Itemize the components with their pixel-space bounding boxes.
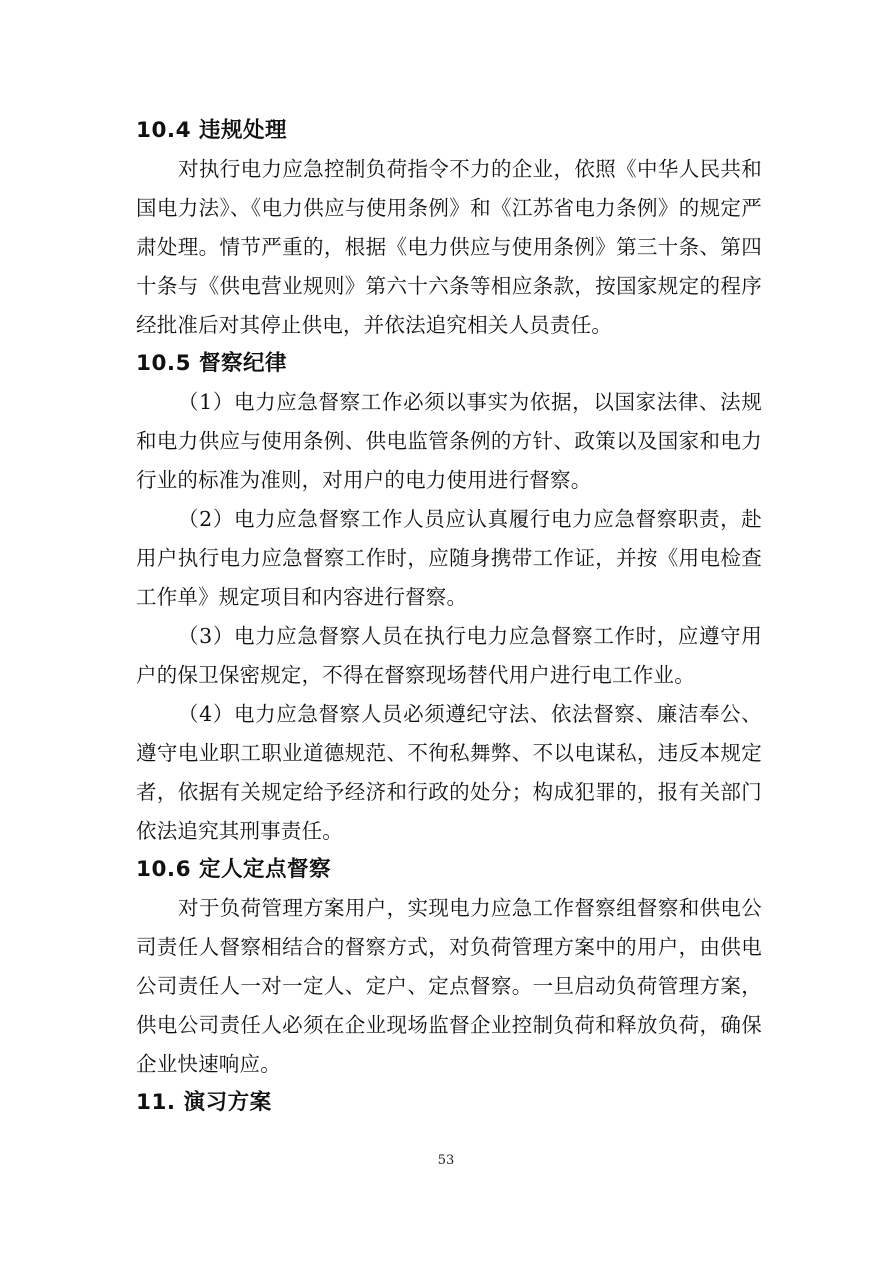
- section-heading-10-6: 10.6 定人定点督察: [136, 857, 332, 882]
- section-heading-11: 11. 演习方案: [136, 1090, 272, 1115]
- section-heading-10-4: 10.4 违规处理: [136, 118, 288, 143]
- section-10-5-paragraph-2: （2）电力应急督察工作人员应认真履行电力应急督察职责，赴用户执行电力应急督察工作时，应随身携带工作证，并按《用电检查工作单》规定项目和内容进行督察。: [136, 507, 762, 609]
- section-heading-10-5: 10.5 督察纪律: [136, 351, 288, 376]
- section-10-4-paragraph-1: 对执行电力应急控制负荷指令不力的企业，依照《中华人民共和国电力法》、《电力供应与使用条例》和《江苏省电力条例》的规定严肃处理。情节严重的，根据《电力供应与使用条例》第三十条、第四十条与《供电营业规则》第六十六条等相应条款，按国家规定的程序经批准后对其停止供电，并依法追究相关人员责任。: [136, 157, 762, 337]
- page-content: [136, 112, 762, 1122]
- section-10-6-paragraph-1: 对于负荷管理方案用户，实现电力应急工作督察组督察和供电公司责任人督察相结合的督察方式，对负荷管理方案中的用户，由供电公司责任人一对一定人、定户、定点督察。一旦启动负荷管理方案，供电公司责任人必须在企业现场监督企业控制负荷和释放负荷，确保企业快速响应。: [136, 896, 762, 1076]
- page-number: 53: [437, 1153, 455, 1168]
- section-10-5-paragraph-1: （1）电力应急督察工作必须以事实为依据，以国家法律、法规和电力供应与使用条例、供电监管条例的方针、政策以及国家和电力行业的标准为准则，对用户的电力使用进行督察。: [136, 390, 762, 492]
- section-10-5-paragraph-4: （4）电力应急督察人员必须遵纪守法、依法督察、廉洁奉公、遵守电业职工职业道德规范、不徇私舞弊、不以电谋私，违反本规定者，依据有关规定给予经济和行政的处分；构成犯罪的，报有关部门依法追究其刑事责任。: [136, 702, 762, 843]
- section-10-5-paragraph-3: （3）电力应急督察人员在执行电力应急督察工作时，应遵守用户的保卫保密规定，不得在督察现场替代用户进行电工作业。: [136, 624, 762, 687]
